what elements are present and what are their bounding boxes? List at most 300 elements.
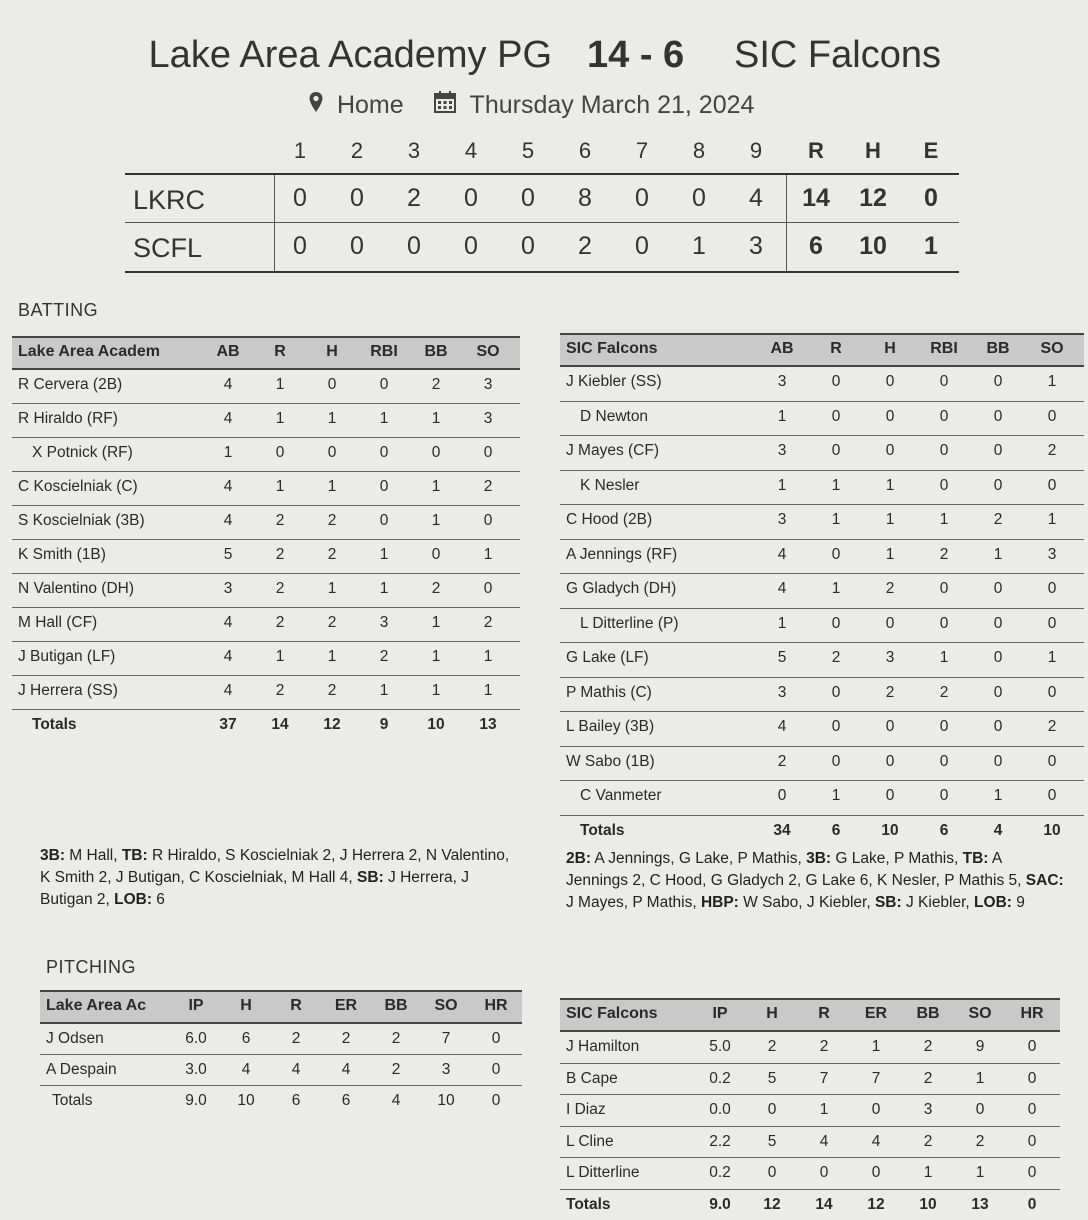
totals-cell: 13 bbox=[960, 1196, 1000, 1214]
stat-cell: 0 bbox=[804, 1164, 844, 1182]
linescore-cell: 6 bbox=[796, 232, 836, 261]
location-pin-icon bbox=[308, 91, 324, 120]
linescore-cell: 0 bbox=[280, 232, 320, 261]
table-row bbox=[560, 1095, 1060, 1127]
stat-cell: 1 bbox=[208, 444, 248, 462]
stat-cell: 1 bbox=[870, 546, 910, 564]
stat-cell: 2 bbox=[260, 546, 300, 564]
stat-cell: 4 bbox=[208, 648, 248, 666]
table-row bbox=[40, 1055, 522, 1086]
stat-cell: 2 bbox=[468, 478, 508, 496]
home-batting-notes bbox=[566, 848, 1066, 914]
table-col-header: ER bbox=[326, 997, 366, 1015]
table-col-header: R bbox=[816, 340, 856, 358]
totals-row bbox=[560, 1190, 1060, 1220]
stat-cell: 2 bbox=[312, 546, 352, 564]
stat-cell: 0 bbox=[1032, 408, 1072, 426]
linescore-cell: 4 bbox=[736, 184, 776, 213]
note-text: G Lake, P Mathis, bbox=[831, 850, 963, 867]
table-row bbox=[560, 505, 1084, 540]
stat-cell: 0 bbox=[1032, 477, 1072, 495]
stat-cell: 0 bbox=[816, 753, 856, 771]
linescore-cell: 1 bbox=[679, 232, 719, 261]
stat-cell: 0 bbox=[870, 787, 910, 805]
stat-cell: 0 bbox=[752, 1101, 792, 1119]
game-meta bbox=[308, 90, 754, 121]
note-text: R Hiraldo, S Koscielniak 2, J Herrera 2, N Valentino, K Smith 2, J Butigan, C Koscielniak, M Hall 4, bbox=[40, 847, 509, 886]
player-name: I Diaz bbox=[566, 1101, 692, 1119]
stat-cell: 1 bbox=[960, 1164, 1000, 1182]
stat-cell: 0 bbox=[978, 477, 1018, 495]
table-col-header: H bbox=[870, 340, 910, 358]
stat-cell: 1 bbox=[416, 614, 456, 632]
linescore-col-header: 8 bbox=[679, 138, 719, 164]
table-col-header: SO bbox=[960, 1005, 1000, 1023]
linescore-col-header: 1 bbox=[280, 138, 320, 164]
away-batting-notes bbox=[40, 845, 520, 911]
home-batting-table bbox=[560, 333, 1084, 849]
stat-cell: 0.2 bbox=[700, 1070, 740, 1088]
linescore-cell: 0 bbox=[451, 232, 491, 261]
stat-cell: 0 bbox=[870, 718, 910, 736]
table-header-row bbox=[12, 336, 520, 370]
table-row bbox=[560, 574, 1084, 609]
stat-cell: 0 bbox=[978, 684, 1018, 702]
linescore-team: LKRC bbox=[133, 185, 205, 216]
table-col-header: RBI bbox=[364, 343, 404, 361]
stat-cell: 0 bbox=[978, 580, 1018, 598]
player-name: L Bailey (3B) bbox=[566, 718, 766, 736]
table-col-header: BB bbox=[908, 1005, 948, 1023]
stat-cell: 2 bbox=[312, 614, 352, 632]
stat-cell: 2 bbox=[326, 1030, 366, 1048]
stat-cell: 3 bbox=[208, 580, 248, 598]
stat-cell: 2 bbox=[260, 580, 300, 598]
stat-cell: 4 bbox=[326, 1061, 366, 1079]
note-key: SB: bbox=[357, 869, 384, 886]
linescore-row-home bbox=[125, 223, 959, 270]
totals-cell: 9 bbox=[364, 716, 404, 734]
stat-cell: 5 bbox=[752, 1133, 792, 1151]
stat-cell: 0 bbox=[960, 1101, 1000, 1119]
linescore-col-header: E bbox=[911, 138, 951, 164]
stat-cell: 4 bbox=[208, 614, 248, 632]
totals-row bbox=[560, 816, 1084, 850]
totals-cell: 14 bbox=[804, 1196, 844, 1214]
table-row bbox=[12, 370, 520, 404]
stat-cell: 0 bbox=[468, 444, 508, 462]
stat-cell: 3 bbox=[870, 649, 910, 667]
table-col-header: R bbox=[276, 997, 316, 1015]
stat-cell: 1 bbox=[416, 410, 456, 428]
table-col-header: AB bbox=[762, 340, 802, 358]
table-row bbox=[560, 747, 1084, 782]
home-team-name: SIC Falcons bbox=[734, 34, 941, 77]
player-name: G Lake (LF) bbox=[566, 649, 766, 667]
totals-cell: 14 bbox=[260, 716, 300, 734]
stat-cell: 1 bbox=[416, 478, 456, 496]
linescore-cell: 0 bbox=[394, 232, 434, 261]
totals-label: Totals bbox=[52, 1092, 132, 1110]
totals-row bbox=[40, 1086, 522, 1116]
stat-cell: 0 bbox=[1012, 1133, 1052, 1151]
away-batting-table bbox=[12, 336, 520, 743]
player-name: J Hamilton bbox=[566, 1038, 692, 1056]
table-col-header: IP bbox=[176, 997, 216, 1015]
player-name: G Gladych (DH) bbox=[566, 580, 766, 598]
stat-cell: 0 bbox=[1012, 1164, 1052, 1182]
stat-cell: 2 bbox=[260, 682, 300, 700]
stat-cell: 0 bbox=[924, 408, 964, 426]
stat-cell: 7 bbox=[804, 1070, 844, 1088]
table-row bbox=[40, 1024, 522, 1055]
note-text: A Jennings 2, C Hood, G Gladych 2, G Lake 6, K Nesler, P Mathis 5, bbox=[566, 850, 1026, 889]
stat-cell: 2 bbox=[960, 1133, 1000, 1151]
player-name: J Kiebler (SS) bbox=[566, 373, 766, 391]
linescore-cell: 12 bbox=[853, 184, 893, 213]
stat-cell: 0 bbox=[924, 718, 964, 736]
stat-cell: 1 bbox=[260, 648, 300, 666]
stat-cell: 0 bbox=[816, 718, 856, 736]
table-row bbox=[12, 472, 520, 506]
stat-cell: 2 bbox=[752, 1038, 792, 1056]
stat-cell: 7 bbox=[426, 1030, 466, 1048]
table-row bbox=[560, 1158, 1060, 1190]
player-name: C Koscielniak (C) bbox=[18, 478, 196, 496]
stat-cell: 4 bbox=[762, 718, 802, 736]
note-key: TB: bbox=[963, 850, 989, 867]
stat-cell: 2 bbox=[804, 1038, 844, 1056]
table-row bbox=[12, 404, 520, 438]
stat-cell: 2 bbox=[312, 512, 352, 530]
note-key: 3B: bbox=[806, 850, 831, 867]
table-row bbox=[560, 1127, 1060, 1159]
totals-cell: 6 bbox=[924, 822, 964, 840]
totals-cell: 6 bbox=[816, 822, 856, 840]
stat-cell: 0 bbox=[924, 787, 964, 805]
totals-cell: 6 bbox=[326, 1092, 366, 1110]
pitching-section-label: PITCHING bbox=[46, 957, 136, 978]
stat-cell: 1 bbox=[816, 477, 856, 495]
linescore-cell: 0 bbox=[622, 232, 662, 261]
stat-cell: 2 bbox=[924, 684, 964, 702]
stat-cell: 2 bbox=[762, 753, 802, 771]
linescore-team: SCFL bbox=[133, 233, 202, 264]
stat-cell: 1 bbox=[364, 580, 404, 598]
linescore-col-header: 5 bbox=[508, 138, 548, 164]
stat-cell: 1 bbox=[260, 478, 300, 496]
stat-cell: 2 bbox=[924, 546, 964, 564]
linescore-cell: 0 bbox=[337, 184, 377, 213]
table-row bbox=[560, 643, 1084, 678]
totals-cell: 10 bbox=[226, 1092, 266, 1110]
linescore-cell: 1 bbox=[911, 232, 951, 261]
table-col-header: AB bbox=[208, 343, 248, 361]
linescore-cell: 10 bbox=[853, 232, 893, 261]
stat-cell: 2 bbox=[908, 1133, 948, 1151]
player-name: N Valentino (DH) bbox=[18, 580, 196, 598]
stat-cell: 0.0 bbox=[700, 1101, 740, 1119]
totals-cell: 12 bbox=[752, 1196, 792, 1214]
stat-cell: 0 bbox=[816, 373, 856, 391]
stat-cell: 4 bbox=[762, 580, 802, 598]
table-team-header: SIC Falcons bbox=[566, 340, 766, 358]
stat-cell: 0 bbox=[978, 649, 1018, 667]
stat-cell: 1 bbox=[416, 512, 456, 530]
stat-cell: 2 bbox=[260, 512, 300, 530]
stat-cell: 4 bbox=[804, 1133, 844, 1151]
location-label: Home bbox=[337, 91, 404, 119]
totals-row bbox=[12, 710, 520, 743]
stat-cell: 1 bbox=[312, 648, 352, 666]
stat-cell: 5 bbox=[208, 546, 248, 564]
stat-cell: 0 bbox=[468, 580, 508, 598]
stat-cell: 2 bbox=[416, 580, 456, 598]
stat-cell: 0 bbox=[924, 615, 964, 633]
table-col-header: SO bbox=[468, 343, 508, 361]
stat-cell: 1 bbox=[978, 546, 1018, 564]
table-col-header: HR bbox=[1012, 1005, 1052, 1023]
stat-cell: 0 bbox=[1012, 1038, 1052, 1056]
stat-cell: 0 bbox=[468, 512, 508, 530]
linescore-cell: 2 bbox=[565, 232, 605, 261]
stat-cell: 0 bbox=[1012, 1070, 1052, 1088]
stat-cell: 3.0 bbox=[176, 1061, 216, 1079]
stat-cell: 0 bbox=[1012, 1101, 1052, 1119]
note-text: J Mayes, P Mathis, bbox=[566, 894, 701, 911]
totals-cell: 13 bbox=[468, 716, 508, 734]
stat-cell: 1 bbox=[416, 682, 456, 700]
stat-cell: 1 bbox=[960, 1070, 1000, 1088]
stat-cell: 2 bbox=[978, 511, 1018, 529]
table-team-header: Lake Area Ac bbox=[46, 997, 172, 1015]
table-row bbox=[560, 678, 1084, 713]
note-text: J Kiebler, bbox=[902, 894, 974, 911]
note-text: W Sabo, J Kiebler, bbox=[739, 894, 875, 911]
totals-label: Totals bbox=[566, 1196, 646, 1214]
stat-cell: 1 bbox=[260, 376, 300, 394]
stat-cell: 4 bbox=[208, 682, 248, 700]
stat-cell: 0 bbox=[364, 376, 404, 394]
totals-cell: 9.0 bbox=[176, 1092, 216, 1110]
stat-cell: 0 bbox=[752, 1164, 792, 1182]
final-score: 14 - 6 bbox=[587, 34, 684, 77]
totals-cell: 12 bbox=[312, 716, 352, 734]
stat-cell: 3 bbox=[468, 410, 508, 428]
linescore-cell: 0 bbox=[911, 184, 951, 213]
totals-cell: 10 bbox=[908, 1196, 948, 1214]
stat-cell: 1 bbox=[312, 580, 352, 598]
table-col-header: H bbox=[226, 997, 266, 1015]
stat-cell: 1 bbox=[816, 787, 856, 805]
player-name: C Hood (2B) bbox=[566, 511, 766, 529]
table-row bbox=[560, 781, 1084, 816]
stat-cell: 2 bbox=[870, 580, 910, 598]
stat-cell: 0 bbox=[1032, 787, 1072, 805]
game-date: Thursday March 21, 2024 bbox=[470, 91, 755, 119]
stat-cell: 0 bbox=[870, 615, 910, 633]
note-key: 2B: bbox=[566, 850, 591, 867]
player-name: A Jennings (RF) bbox=[566, 546, 766, 564]
stat-cell: 3 bbox=[762, 373, 802, 391]
note-key: 3B: bbox=[40, 847, 65, 864]
stat-cell: 0 bbox=[924, 373, 964, 391]
stat-cell: 0 bbox=[1032, 580, 1072, 598]
table-row bbox=[560, 1064, 1060, 1096]
note-key: SB: bbox=[875, 894, 902, 911]
linescore-col-header: 2 bbox=[337, 138, 377, 164]
totals-cell: 4 bbox=[978, 822, 1018, 840]
stat-cell: 0 bbox=[1032, 753, 1072, 771]
totals-cell: 34 bbox=[762, 822, 802, 840]
table-row bbox=[560, 471, 1084, 506]
table-row bbox=[12, 642, 520, 676]
totals-cell: 6 bbox=[276, 1092, 316, 1110]
linescore-cell: 3 bbox=[736, 232, 776, 261]
stat-cell: 1 bbox=[816, 580, 856, 598]
note-key: LOB: bbox=[974, 894, 1012, 911]
table-col-header: R bbox=[260, 343, 300, 361]
stat-cell: 2 bbox=[870, 684, 910, 702]
stat-cell: 5.0 bbox=[700, 1038, 740, 1056]
table-col-header: H bbox=[312, 343, 352, 361]
totals-cell: 0 bbox=[1012, 1196, 1052, 1214]
stat-cell: 1 bbox=[924, 511, 964, 529]
batting-section-label: BATTING bbox=[18, 300, 98, 321]
stat-cell: 0 bbox=[978, 753, 1018, 771]
stat-cell: 2 bbox=[468, 614, 508, 632]
totals-cell: 10 bbox=[426, 1092, 466, 1110]
table-row bbox=[12, 540, 520, 574]
stat-cell: 0 bbox=[978, 408, 1018, 426]
table-row bbox=[12, 676, 520, 710]
stat-cell: 0 bbox=[260, 444, 300, 462]
calendar-icon bbox=[433, 90, 457, 121]
stat-cell: 1 bbox=[762, 477, 802, 495]
linescore-col-header: 3 bbox=[394, 138, 434, 164]
table-row bbox=[560, 609, 1084, 644]
stat-cell: 1 bbox=[364, 410, 404, 428]
totals-cell: 10 bbox=[1032, 822, 1072, 840]
stat-cell: 0 bbox=[312, 376, 352, 394]
player-name: L Ditterline bbox=[566, 1164, 692, 1182]
stat-cell: 0 bbox=[1032, 684, 1072, 702]
linescore-cell: 0 bbox=[508, 184, 548, 213]
stat-cell: 1 bbox=[468, 648, 508, 666]
table-row bbox=[12, 506, 520, 540]
player-name: J Herrera (SS) bbox=[18, 682, 196, 700]
stat-cell: 0 bbox=[364, 478, 404, 496]
stat-cell: 2 bbox=[816, 649, 856, 667]
stat-cell: 0 bbox=[476, 1030, 516, 1048]
player-name: C Vanmeter bbox=[580, 787, 766, 805]
stat-cell: 0 bbox=[312, 444, 352, 462]
linescore-table bbox=[125, 173, 959, 273]
stat-cell: 1 bbox=[416, 648, 456, 666]
stat-cell: 1 bbox=[312, 410, 352, 428]
linescore-col-header: R bbox=[796, 138, 836, 164]
stat-cell: 1 bbox=[762, 408, 802, 426]
linescore-cell: 0 bbox=[337, 232, 377, 261]
stat-cell: 0 bbox=[978, 373, 1018, 391]
note-key: SAC: bbox=[1026, 872, 1064, 889]
stat-cell: 7 bbox=[856, 1070, 896, 1088]
linescore-cell: 2 bbox=[394, 184, 434, 213]
table-header-row bbox=[560, 333, 1084, 367]
stat-cell: 1 bbox=[1032, 373, 1072, 391]
stat-cell: 3 bbox=[762, 511, 802, 529]
note-key: TB: bbox=[122, 847, 148, 864]
stat-cell: 1 bbox=[762, 615, 802, 633]
player-name: L Cline bbox=[566, 1133, 692, 1151]
stat-cell: 2 bbox=[260, 614, 300, 632]
player-name: A Despain bbox=[46, 1061, 172, 1079]
stat-cell: 0 bbox=[416, 546, 456, 564]
player-name: L Ditterline (P) bbox=[580, 615, 766, 633]
stat-cell: 2 bbox=[908, 1070, 948, 1088]
note-text: A Jennings, G Lake, P Mathis, bbox=[591, 850, 806, 867]
totals-cell: 0 bbox=[476, 1092, 516, 1110]
stat-cell: 0 bbox=[924, 580, 964, 598]
totals-label: Totals bbox=[580, 822, 660, 840]
linescore-col-header: 9 bbox=[736, 138, 776, 164]
table-col-header: H bbox=[752, 1005, 792, 1023]
stat-cell: 0 bbox=[816, 442, 856, 460]
table-team-header: Lake Area Academ bbox=[18, 343, 196, 361]
linescore-cell: 0 bbox=[508, 232, 548, 261]
stat-cell: 4 bbox=[208, 512, 248, 530]
table-row bbox=[12, 608, 520, 642]
linescore-cell: 0 bbox=[451, 184, 491, 213]
totals-cell: 10 bbox=[416, 716, 456, 734]
player-name: W Sabo (1B) bbox=[566, 753, 766, 771]
player-name: X Potnick (RF) bbox=[32, 444, 196, 462]
stat-cell: 0 bbox=[364, 512, 404, 530]
table-header-row bbox=[40, 990, 522, 1024]
stat-cell: 2 bbox=[1032, 442, 1072, 460]
stat-cell: 2 bbox=[312, 682, 352, 700]
player-name: R Cervera (2B) bbox=[18, 376, 196, 394]
stat-cell: 0 bbox=[870, 442, 910, 460]
stat-cell: 0 bbox=[364, 444, 404, 462]
stat-cell: 3 bbox=[426, 1061, 466, 1079]
note-text: 9 bbox=[1012, 894, 1025, 911]
note-text: M Hall, bbox=[65, 847, 122, 864]
linescore-col-header: 6 bbox=[565, 138, 605, 164]
stat-cell: 0 bbox=[978, 718, 1018, 736]
player-name: J Odsen bbox=[46, 1030, 172, 1048]
stat-cell: 1 bbox=[804, 1101, 844, 1119]
stat-cell: 0 bbox=[870, 753, 910, 771]
player-name: R Hiraldo (RF) bbox=[18, 410, 196, 428]
player-name: K Smith (1B) bbox=[18, 546, 196, 564]
stat-cell: 0 bbox=[924, 477, 964, 495]
stat-cell: 9 bbox=[960, 1038, 1000, 1056]
totals-cell: 12 bbox=[856, 1196, 896, 1214]
note-text: 6 bbox=[152, 891, 165, 908]
stat-cell: 4 bbox=[762, 546, 802, 564]
linescore-cell: 0 bbox=[622, 184, 662, 213]
stat-cell: 4 bbox=[856, 1133, 896, 1151]
stat-cell: 3 bbox=[762, 684, 802, 702]
stat-cell: 1 bbox=[816, 511, 856, 529]
table-row bbox=[560, 367, 1084, 402]
table-row bbox=[560, 402, 1084, 437]
stat-cell: 0.2 bbox=[700, 1164, 740, 1182]
table-row bbox=[12, 574, 520, 608]
stat-cell: 5 bbox=[762, 649, 802, 667]
totals-cell: 37 bbox=[208, 716, 248, 734]
